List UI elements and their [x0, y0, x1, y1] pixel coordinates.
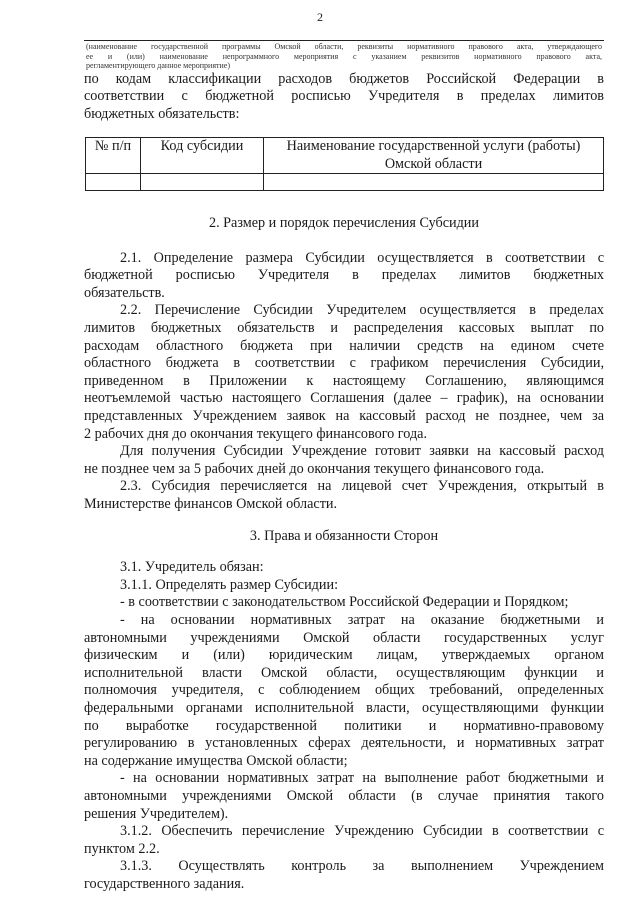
text-line: федеральными органами исполнительной власти, осуществляющими функции	[84, 699, 604, 716]
caption-line: регламентирующего данное мероприятие)	[86, 61, 230, 70]
paragraph-3-1-1-law: - в соответствии с законодательством Российской Федерации и Порядком;	[120, 594, 569, 611]
intro-line: бюджетных обязательств:	[84, 105, 240, 122]
caption-line: (наименование государственной программы Омской области, реквизиты нормативного правового акта, утверждающего	[86, 42, 602, 51]
paragraph-3-1: 3.1. Учредитель обязан:	[120, 559, 264, 576]
text-line: Министерстве финансов Омской области.	[84, 496, 338, 512]
text-line: пунктом 2.2.	[84, 840, 160, 857]
text-line: представленных Учреждением заявок на кассовый расход не позднее, чем за	[84, 408, 604, 425]
subsidy-table	[85, 137, 604, 191]
text-line: государственного задания.	[84, 875, 245, 892]
text-line: исполнительной власти Омской области, осуществляющим функции и	[84, 664, 604, 681]
header-cell-service	[264, 138, 604, 174]
paragraph-2-2	[84, 302, 604, 443]
page-number: 2	[317, 10, 323, 24]
text-line: 3.1.3. Осуществлять контроль за выполнением Учреждением	[120, 858, 604, 875]
text-line: - на основании нормативных затрат на оказание бюджетными и	[120, 611, 604, 628]
paragraph-2-2-applications	[84, 443, 604, 478]
text-line: решения Учредителем).	[84, 805, 229, 822]
caption-line: ее и (или) наименование непрограммного мероприятия с указанием реквизитов нормативного правового акта,	[86, 51, 602, 61]
section-3-title: 3. Права и обязанности Сторон	[249, 527, 439, 544]
paragraph-3-1-3	[84, 858, 604, 893]
section-2-title: 2. Размер и порядок перечисления Субсидии	[208, 215, 479, 232]
table-header-row	[86, 138, 604, 174]
text-line: 2.3. Субсидия перечисляется на лицевой счет Учреждения, открытый в	[120, 478, 604, 495]
text-line: 2 рабочих дня до окончания текущего финансового года.	[84, 425, 428, 442]
table-cell	[141, 174, 264, 191]
text-line: расходам областного бюджета при наличии средств на едином счете	[84, 337, 604, 354]
paragraph-3-1-1-normative	[84, 612, 604, 770]
text-line: 3.1.2. Обеспечить перечисление Учреждению Субсидии в соответствии с	[120, 823, 604, 840]
text-line: неотъемлемой частью настоящего Соглашения (далее – график), на основании	[84, 390, 604, 407]
text-line: областного бюджета в соответствии с графиком перечисления Субсидии,	[84, 355, 604, 372]
text-line: автономными учреждениями Омской области государственных услуг	[84, 629, 604, 646]
text-line: по выработке государственной политики и нормативно-правовому	[84, 717, 604, 734]
text-line: бюджетной росписью Учредителя в пределах лимитов бюджетных	[84, 267, 604, 284]
intro-line: соответствии с бюджетной росписью Учредителя в пределах лимитов	[84, 88, 604, 105]
table-cell	[264, 174, 604, 191]
text-line: на содержание имущества Омской области;	[84, 752, 348, 769]
text-line: лимитов бюджетных обязательств и распределения кассовых выплат по	[84, 320, 604, 337]
table-cell	[86, 174, 141, 191]
text-line: автономными учреждениями Омской области (в случае принятия такого	[84, 787, 604, 804]
text-line: обязательств.	[84, 284, 165, 301]
text-line: приведенном в Приложении к настоящему Соглашению, являющимся	[84, 372, 604, 389]
text-line: 2.2. Перечисление Субсидии Учредителем осуществляется в пределах	[120, 302, 604, 319]
text-line: Для получения Субсидии Учреждение готовит заявки на кассовый расход	[120, 443, 604, 460]
header-service-line: Наименование государственной услуги (работы)	[286, 138, 581, 155]
paragraph-2-1	[84, 250, 604, 303]
intro-paragraph	[84, 71, 604, 124]
page-content	[84, 40, 604, 893]
header-cell-number: № п/п	[86, 138, 141, 174]
text-line: физическим и (или) юридическим лицам, утверждаемых органом	[84, 647, 604, 664]
table-row	[86, 174, 604, 191]
text-line: не позднее чем за 5 рабочих дней до окончания текущего финансового года.	[84, 460, 545, 477]
paragraph-3-1-1: 3.1.1. Определять размер Субсидии:	[120, 576, 339, 593]
text-line: 2.1. Определение размера Субсидии осуществляется в соответствии с	[120, 249, 604, 266]
text-line: полномочия учредителя, с соблюдением общих требований, определенных	[84, 682, 604, 699]
intro-line: по кодам классификации расходов бюджетов Российской Федерации в	[84, 70, 604, 87]
paragraph-2-3	[84, 478, 604, 513]
text-line: регулированию в установленных сферах деятельности, и нормативных затрат	[84, 735, 604, 752]
header-service-line: Омской области	[384, 155, 483, 172]
header-cell-code: Код субсидии	[141, 138, 264, 174]
program-caption	[84, 41, 604, 71]
paragraph-3-1-1-works	[84, 770, 604, 823]
text-line: - на основании нормативных затрат на выполнение работ бюджетными и	[120, 770, 604, 787]
paragraph-3-1-2	[84, 823, 604, 858]
